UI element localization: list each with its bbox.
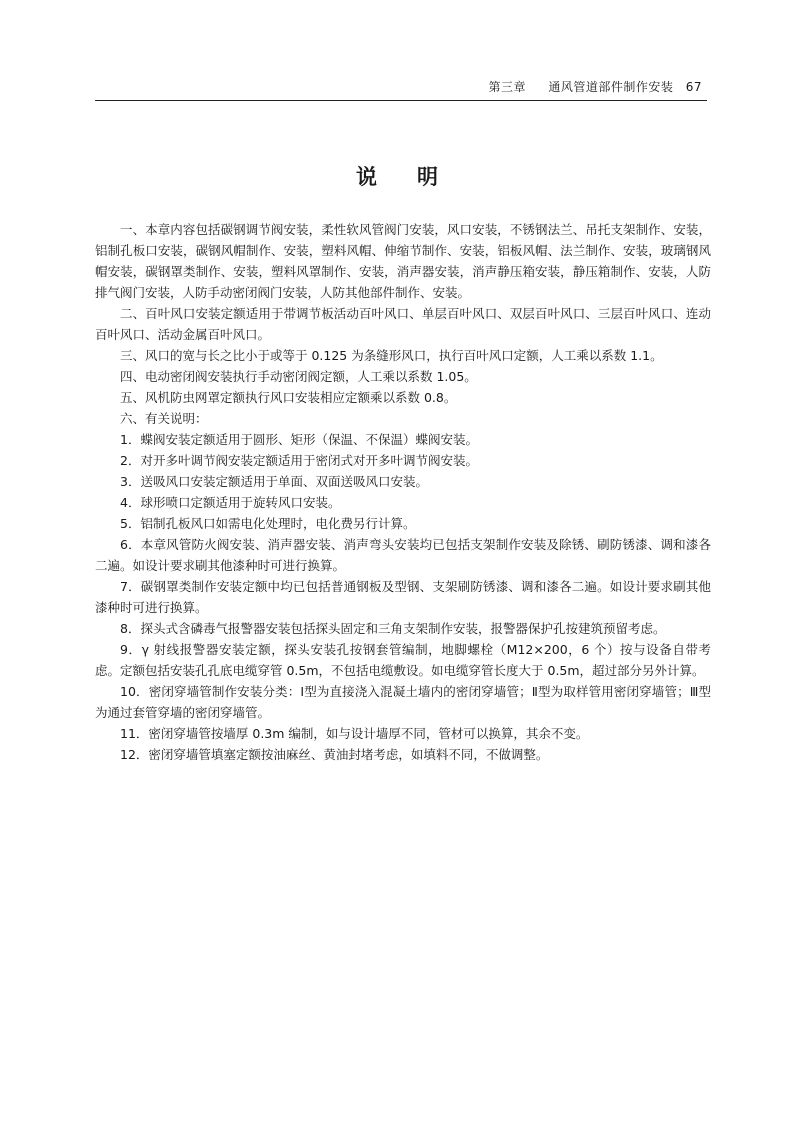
list-item: 6．本章风管防火阀安装、消声器安装、消声弯头安装均已包括支架制作安装及除锈、刷防锈漆、调和漆各二遍。如设计要求刷其他漆种时可进行换算。 bbox=[95, 537, 711, 573]
page-header bbox=[95, 76, 707, 101]
list-item: 11．密闭穿墙管按墙厚 0.3m 编制，如与设计墙厚不同，管材可以换算，其余不变。 bbox=[120, 726, 589, 741]
paragraph: 五、风机防虫网罩定额执行风口安装相应定额乘以系数 0.8。 bbox=[120, 390, 457, 405]
paragraph: 三、风口的宽与长之比小于或等于 0.125 为条缝形风口，执行百叶风口定额，人工乘以系数 1.1。 bbox=[120, 348, 663, 363]
paragraph: 一、本章内容包括碳钢调节阀安装，柔性软风管阀门安装，风口安装，不锈钢法兰、吊托支架制作、安装，铝制孔板口安装，碳钢风帽制作、安装，塑料风帽、伸缩节制作、安装，铝板风帽、法兰制作、安装，玻璃钢风帽安装，碳钢罩类制作、安装，塑料风罩制作、安装，消声器安装，消声静压箱安装，静压箱制作、安装，人防排气阀门安装，人防手动密闭阀门安装，人防其他部件制作、安装。 bbox=[95, 222, 711, 300]
list-item: 5．铝制孔板风口如需电化处理时，电化费另行计算。 bbox=[120, 516, 416, 531]
page-number: 67 bbox=[685, 80, 702, 94]
chapter-label: 第三章 bbox=[488, 80, 527, 94]
list-item: 4．球形喷口定额适用于旋转风口安装。 bbox=[120, 495, 341, 510]
list-item: 10．密闭穿墙管制作安装分类：Ⅰ型为直接浇入混凝土墙内的密闭穿墙管；Ⅱ型为取样管用密闭穿墙管；Ⅲ型为通过套管穿墙的密闭穿墙管。 bbox=[95, 684, 711, 720]
list-item: 7．碳钢罩类制作安装定额中均已包括普通钢板及型钢、支架刷防锈漆、调和漆各二遍。如设计要求刷其他漆种时可进行换算。 bbox=[95, 579, 711, 615]
list-item: 3．送吸风口安装定额适用于单面、双面送吸风口安装。 bbox=[120, 474, 428, 489]
list-item: 9．γ 射线报警器安装定额，探头安装孔按钢套管编制，地脚螺栓（M12×200，6 个）按与设备自带考虑。定额包括安装孔孔底电缆穿管 0.5m，不包括电缆敷设。如电缆穿管长度大于 0.5m，超过部分另外计算。 bbox=[95, 642, 711, 678]
list-item: 2．对开多叶调节阀安装定额适用于密闭式对开多叶调节阀安装。 bbox=[120, 453, 478, 468]
paragraph: 二、百叶风口安装定额适用于带调节板活动百叶风口、单层百叶风口、双层百叶风口、三层百叶风口、连动百叶风口、活动金属百叶风口。 bbox=[95, 306, 711, 342]
section-title: 通风管道部件制作安装 bbox=[548, 80, 674, 94]
list-item: 12．密闭穿墙管填塞定额按油麻丝、黄油封堵考虑，如填料不同，不做调整。 bbox=[120, 747, 549, 762]
paragraph: 四、电动密闭阀安装执行手动密闭阀定额，人工乘以系数 1.05。 bbox=[120, 369, 477, 384]
list-item: 8．探头式含磷毒气报警器安装包括探头固定和三角支架制作安装，报警器保护孔按建筑预留考虑。 bbox=[120, 621, 666, 636]
page-title: 说明 bbox=[356, 165, 478, 189]
running-head bbox=[489, 78, 702, 95]
list-item: 1．蝶阀安装定额适用于圆形、矩形（保温、不保温）蝶阀安装。 bbox=[120, 432, 478, 447]
body-text bbox=[95, 219, 711, 765]
paragraph: 六、有关说明： bbox=[120, 411, 208, 426]
